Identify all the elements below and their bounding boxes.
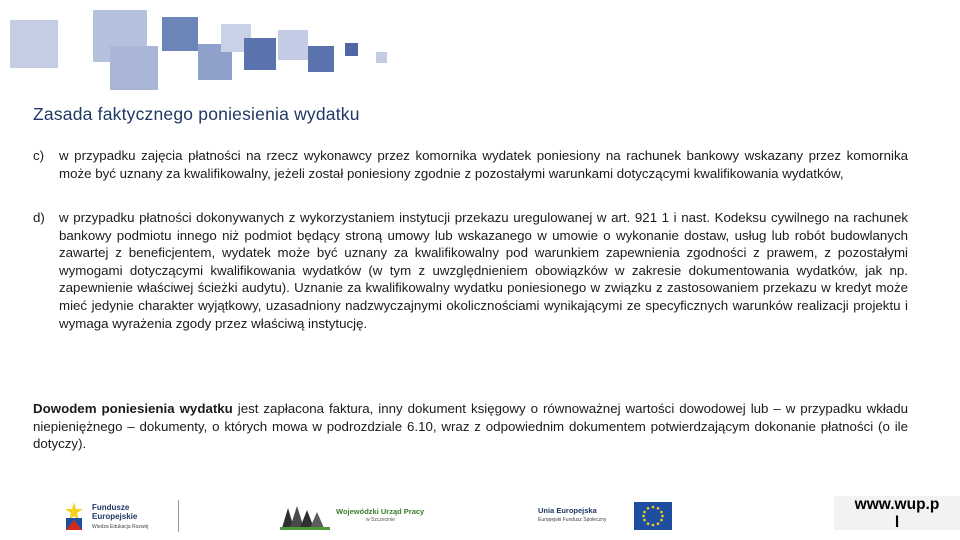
eu-flag-icon [634, 502, 672, 530]
wup-line1: Wojewódzki Urząd Pracy [336, 507, 425, 516]
slide-title: Zasada faktycznego poniesienia wydatku [33, 104, 360, 124]
list-item [33, 147, 908, 182]
url-line2: l [894, 514, 900, 531]
proof-text: jest zapłacona faktura, inny dokument księgowy o równoważnej wartości dowodowej lub – w przypadku wkładu niepieniężnego – dokumenty, o których mowa w podrozdziale 6.10, wraz z odpowiednim dokumentem potwierdzającym dokonanie płatności (o ile dotyczy). [33, 401, 908, 452]
logo-fundusze-europejskie [62, 500, 182, 534]
ue-line2: Europejski Fundusz Społeczny [538, 517, 607, 523]
proof-paragraph [33, 400, 908, 453]
deco-square [376, 52, 387, 63]
deco-square [345, 43, 358, 56]
ue-line1: Unia Europejska [538, 506, 597, 515]
item-label: c) [33, 148, 45, 163]
item-text: w przypadku zajęcia płatności na rzecz wykonawcy przez komornika wydatek poniesiony na rachunek bankowy wskazany przez komornika może być uznany za kwalifikowalny, jeżeli został poniesiony zgodnie z pozostałymi warunkami dotyczącymi kwalifikowania wydatków, [59, 148, 908, 181]
website-url[interactable] [834, 496, 960, 530]
logo-divider [178, 500, 179, 532]
fe-line1: Fundusze [92, 503, 130, 512]
logo-unia-europejska [538, 502, 678, 532]
fe-line2: Europejskie [92, 512, 138, 521]
deco-square [278, 30, 308, 60]
item-text: w przypadku płatności dokonywanych z wykorzystaniem instytucji przekazu uregulowanej w art. 921 1 i nast. Kodeksu cywilnego na rachunek bankowy podmiotu innego niż podmiot będący stroną umowy lub wskazanego w umowie o wykonanie dostaw, usług lub robót budowlanych zawartej z beneficjentem, wydatek może być uznany za kwalifikowalny pod warunkiem zapewnienia zgodności z prawem, z pozostałymi wymogami dotyczącymi kwalifikowania wydatków (w tym z uwzględnieniem obowiązków w zakresie dokumentowania wydatków, jak np. zapewnienie właściwej ścieżki audytu). Uznanie za kwalifikowalny wydatku poniesionego w związku z zastosowaniem przekazu w kredyt może mieć jedynie charakter wyjątkowy, uzasadniony nadzwyczajnymi okolicznościami wynikającymi ze specyficznych warunków realizacji projektu i wymaga wyrażenia zgody przez właściwą instytucję. [59, 210, 908, 331]
wup-buildings-icon [280, 502, 332, 530]
wup-line2: w Szczecinie [366, 517, 395, 523]
deco-square [244, 38, 276, 70]
list-item [33, 209, 908, 332]
url-line1: www.wup.p [854, 496, 940, 513]
deco-square [308, 46, 334, 72]
logo-wup [280, 502, 430, 532]
deco-square [162, 17, 198, 51]
proof-bold: Dowodem poniesienia wydatku [33, 401, 233, 416]
deco-square [110, 46, 158, 90]
item-label: d) [33, 210, 45, 225]
deco-square [10, 20, 58, 68]
fe-star-icon [62, 500, 86, 532]
fe-line3: Wiedza Edukacja Rozwój [92, 524, 149, 530]
